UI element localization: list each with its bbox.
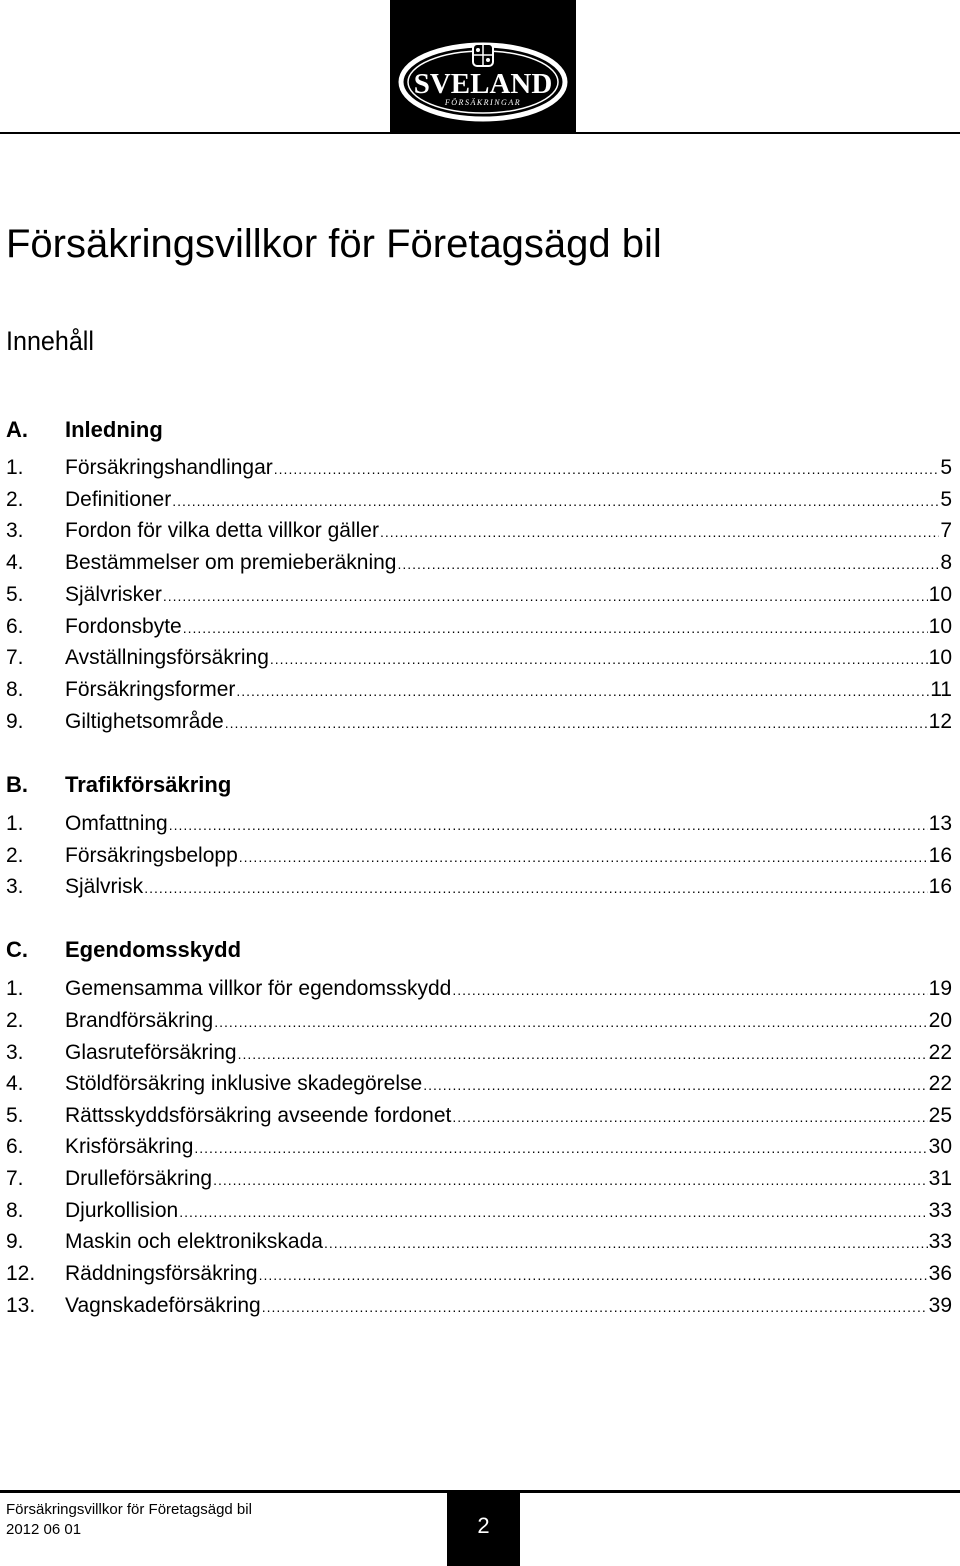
dot-leader xyxy=(238,1041,928,1067)
entry-title: Giltighetsområde xyxy=(65,710,224,733)
toc-heading: Innehåll xyxy=(6,326,94,356)
entry-page: 25 xyxy=(928,1104,952,1127)
entry-title: Brandförsäkring xyxy=(65,1009,214,1032)
entry-page: 10 xyxy=(928,615,952,638)
entry-title: Avställningsförsäkring xyxy=(65,646,269,669)
section-letter: B. xyxy=(6,772,28,797)
entry-number: 13. xyxy=(6,1294,36,1317)
dot-leader xyxy=(452,1104,927,1130)
entry-number: 6. xyxy=(6,1135,24,1158)
entry-page: 13 xyxy=(928,812,952,835)
dot-leader xyxy=(163,583,928,609)
entry-number: 4. xyxy=(6,1072,24,1095)
entry-title: Krisförsäkring xyxy=(65,1135,194,1158)
entry-number: 3. xyxy=(6,519,24,542)
entry-page: 39 xyxy=(928,1294,952,1317)
toc-entry[interactable] xyxy=(6,1198,952,1224)
entry-number: 5. xyxy=(6,1104,24,1127)
entry-title: Gemensamma villkor för egendomsskydd xyxy=(65,977,452,1000)
toc-entry[interactable] xyxy=(6,1040,952,1066)
dot-leader xyxy=(172,488,939,514)
toc-entry[interactable] xyxy=(6,1134,952,1160)
toc-entry[interactable] xyxy=(6,1166,952,1192)
entry-title: Drulleförsäkring xyxy=(65,1167,213,1190)
toc-entry[interactable] xyxy=(6,582,952,608)
entry-title: Fordon för vilka detta villkor gäller xyxy=(65,519,379,542)
entry-page: 22 xyxy=(928,1041,952,1064)
dot-leader xyxy=(179,1199,927,1225)
entry-title: Försäkringshandlingar xyxy=(65,456,273,479)
entry-page: 10 xyxy=(928,583,952,606)
dot-leader xyxy=(262,1294,928,1320)
entry-page: 33 xyxy=(928,1199,952,1222)
entry-page: 5 xyxy=(940,456,952,479)
entry-page: 20 xyxy=(928,1009,952,1032)
entry-number: 2. xyxy=(6,1009,24,1032)
entry-page: 10 xyxy=(928,646,952,669)
entry-number: 1. xyxy=(6,812,24,835)
dot-leader xyxy=(225,710,928,736)
toc-entry[interactable] xyxy=(6,1293,952,1319)
entry-page: 33 xyxy=(928,1230,952,1253)
page-number-box xyxy=(447,1490,520,1566)
dot-leader xyxy=(194,1135,927,1161)
dot-leader xyxy=(397,551,939,577)
dot-leader xyxy=(423,1072,927,1098)
entry-number: 9. xyxy=(6,1230,24,1253)
entry-page: 7 xyxy=(940,519,952,542)
dot-leader xyxy=(169,812,928,838)
section-title: Trafikförsäkring xyxy=(65,772,232,797)
toc-entry[interactable] xyxy=(6,487,952,513)
entry-number: 12. xyxy=(6,1262,36,1285)
entry-number: 7. xyxy=(6,1167,24,1190)
entry-number: 2. xyxy=(6,844,24,867)
entry-page: 12 xyxy=(928,710,952,733)
footer-document-title: Försäkringsvillkor för Företagsägd bil xyxy=(6,1501,252,1518)
toc-entry[interactable] xyxy=(6,709,952,735)
document-title: Försäkringsvillkor för Företagsägd bil xyxy=(6,222,662,266)
entry-title: Bestämmelser om premieberäkning xyxy=(65,551,397,574)
crest-icon xyxy=(473,44,493,66)
entry-page: 22 xyxy=(928,1072,952,1095)
entry-title: Självrisker xyxy=(65,583,162,606)
toc-entry[interactable] xyxy=(6,677,952,703)
toc-entry[interactable] xyxy=(6,645,952,671)
toc-entry[interactable] xyxy=(6,1071,952,1097)
entry-title: Fordonsbyte xyxy=(65,615,182,638)
entry-title: Självrisk xyxy=(65,875,144,898)
entry-number: 6. xyxy=(6,615,24,638)
entry-number: 5. xyxy=(6,583,24,606)
toc-entry[interactable] xyxy=(6,455,952,481)
footer-date: 2012 06 01 xyxy=(6,1521,82,1538)
toc-entry[interactable] xyxy=(6,874,952,900)
toc-entry[interactable] xyxy=(6,614,952,640)
entry-title: Rättsskyddsförsäkring avseende fordonet xyxy=(65,1104,452,1127)
entry-title: Omfattning xyxy=(65,812,168,835)
entry-number: 8. xyxy=(6,678,24,701)
entry-title: Försäkringsformer xyxy=(65,678,236,701)
sveland-logo xyxy=(390,0,576,134)
dot-leader xyxy=(214,1009,927,1035)
dot-leader xyxy=(324,1230,928,1256)
brand-tagline: FÖRSÄKRINGAR xyxy=(444,98,522,107)
entry-number: 7. xyxy=(6,646,24,669)
entry-number: 3. xyxy=(6,875,24,898)
dot-leader xyxy=(452,977,927,1003)
section-letter: A. xyxy=(6,417,28,442)
entry-title: Stöldförsäkring inklusive skadegörelse xyxy=(65,1072,423,1095)
entry-title: Försäkringsbelopp xyxy=(65,844,238,867)
entry-number: 1. xyxy=(6,456,24,479)
entry-page: 11 xyxy=(930,678,952,701)
entry-title: Vagnskadeförsäkring xyxy=(65,1294,261,1317)
entry-number: 1. xyxy=(6,977,24,1000)
toc-entry[interactable] xyxy=(6,1229,952,1255)
entry-title: Definitioner xyxy=(65,488,172,511)
dot-leader xyxy=(259,1262,928,1288)
entry-page: 19 xyxy=(928,977,952,1000)
entry-number: 9. xyxy=(6,710,24,733)
dot-leader xyxy=(270,646,928,672)
toc-entry[interactable] xyxy=(6,976,952,1002)
brand-name: SVELAND xyxy=(413,68,553,100)
toc-entry[interactable] xyxy=(6,811,952,837)
entry-number: 3. xyxy=(6,1041,24,1064)
toc-entry[interactable] xyxy=(6,1103,952,1129)
toc-entry[interactable] xyxy=(6,1008,952,1034)
entry-page: 16 xyxy=(928,844,952,867)
dot-leader xyxy=(213,1167,928,1193)
entry-title: Räddningsförsäkring xyxy=(65,1262,258,1285)
entry-page: 8 xyxy=(940,551,952,574)
section-title: Egendomsskydd xyxy=(65,937,242,962)
entry-page: 30 xyxy=(928,1135,952,1158)
dot-leader xyxy=(144,875,927,901)
entry-page: 31 xyxy=(928,1167,952,1190)
entry-title: Djurkollision xyxy=(65,1199,179,1222)
section-title: Inledning xyxy=(65,417,163,442)
entry-page: 5 xyxy=(940,488,952,511)
entry-number: 8. xyxy=(6,1199,24,1222)
entry-title: Maskin och elektronikskada xyxy=(65,1230,323,1253)
toc-entry[interactable] xyxy=(6,518,952,544)
sveland-logo-icon xyxy=(390,0,576,134)
dot-leader xyxy=(236,678,929,704)
entry-page: 16 xyxy=(928,875,952,898)
dot-leader xyxy=(380,519,939,545)
dot-leader xyxy=(183,615,928,641)
entry-title: Glasruteförsäkring xyxy=(65,1041,237,1064)
page-number: 2 xyxy=(477,1513,490,1538)
entry-number: 2. xyxy=(6,488,24,511)
section-letter: C. xyxy=(6,937,28,962)
entry-page: 36 xyxy=(928,1262,952,1285)
dot-leader xyxy=(274,456,940,482)
toc-entry[interactable] xyxy=(6,550,952,576)
entry-number: 4. xyxy=(6,551,24,574)
dot-leader xyxy=(239,844,928,870)
toc-entry[interactable] xyxy=(6,843,952,869)
toc-entry[interactable] xyxy=(6,1261,952,1287)
